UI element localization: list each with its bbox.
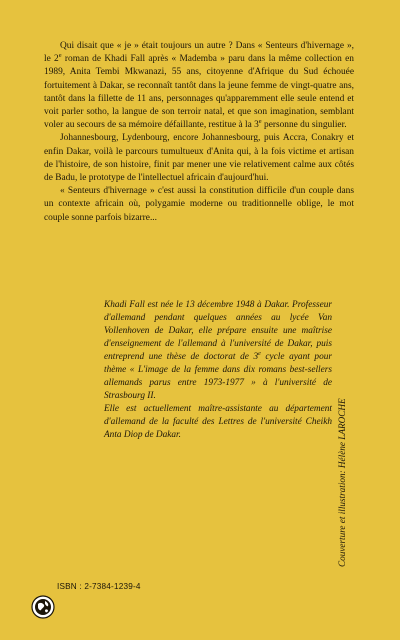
cover-credit: Couverture et illustration: Hélène LAROCHE (337, 398, 347, 567)
blurb-paragraph-3: « Senteurs d'hivernage » c'est aussi la constitution difficile d'un couple dans un contexte africain où, polygamie moderne ou traditionnelle oblige, le mot couple sonne parfois bizarre... (44, 186, 354, 223)
bio-paragraph-1: Khadi Fall est née le 13 décembre 1948 à Dakar. Professeur d'allemand pendant quelques années au lycée Van Vollenhoven de Dakar, elle prépare ensuite une maîtrise d'enseignement de l'allemand à l'université de Dakar, puis entreprend une thèse de doctorat de 3e cycle ayant pour thème « L'image de la femme dans dix romans best-sellers allemands parus entre 1973-1977 » à l'université de Strasbourg II. (104, 300, 332, 402)
author-biography (104, 299, 332, 443)
bio-paragraph-2: Elle est actuellement maître-assistante au département d'allemand de la faculté des Lettres de l'université Cheikh Anta Diop de Dakar. (104, 404, 332, 441)
book-blurb (44, 40, 354, 225)
blurb-paragraph-2: Johannesbourg, Lydenbourg, encore Johannesbourg, puis Accra, Conakry et enfin Dakar, voilà le parcours tumultueux d'Anita qui, à la fois victime et artisan de l'histoire, de son histoire, finit par mener une vie relativement calme aux côtés de Badu, le prototype de l'intellectuel africain d'aujourd'hui. (44, 133, 354, 184)
globe-icon-graphic (31, 595, 55, 619)
globe-icon (31, 595, 55, 619)
isbn: ISBN : 2-7384-1239-4 (57, 582, 141, 591)
blurb-paragraph-1: Qui disait que « je » était toujours un autre ? Dans « Senteurs d'hivernage », le 2e roman de Khadi Fall après « Mademba » paru dans la même collection en 1989, Anita Tembi Mkwanazi, 55 ans, citoyenne d'Afrique du Sud échouée fortuitement à Dakar, se reconnaît tantôt dans la jeune femme de vingt-quatre ans, tantôt dans la fillette de 11 ans, personnages qu'apparemment elle seule entend et voit parler sotho, la langue de son terroir natal, et que son imagination, semblant voler au secours de sa mémoire défaillante, restitue à la 3e personne du singulier. (44, 41, 354, 131)
